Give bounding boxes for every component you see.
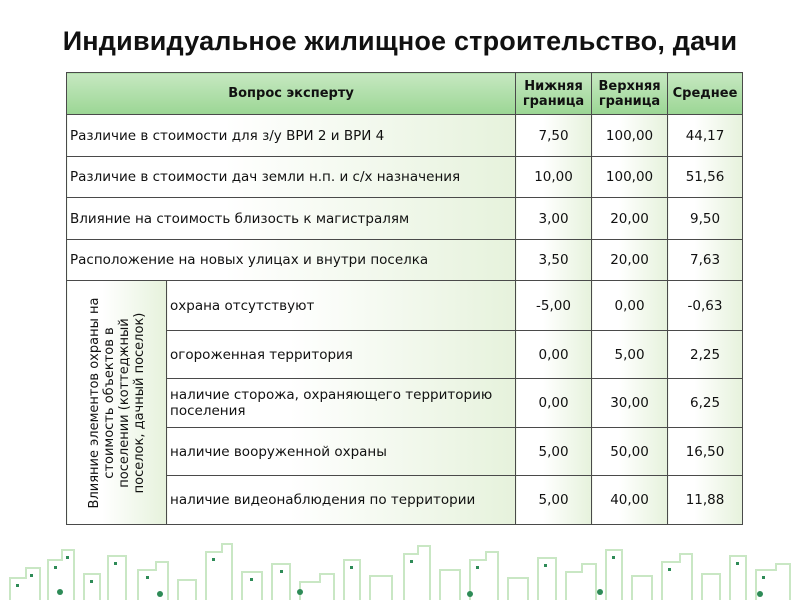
- table-row: [67, 115, 743, 157]
- row-question: наличие вооруженной охраны: [167, 428, 516, 476]
- row-avg: 9,50: [668, 198, 743, 240]
- row-question: наличие сторожа, охраняющего территорию поселения: [167, 379, 516, 428]
- table-row: [67, 476, 743, 525]
- row-avg: 6,25: [668, 379, 743, 428]
- row-avg: 16,50: [668, 428, 743, 476]
- row-lower: -5,00: [516, 281, 592, 331]
- table-row: [67, 379, 743, 428]
- table-row: [67, 198, 743, 240]
- header-avg: Среднее: [668, 73, 743, 115]
- expert-table: [66, 72, 743, 525]
- row-question: огороженная территория: [167, 331, 516, 379]
- row-lower: 0,00: [516, 331, 592, 379]
- row-upper: 5,00: [592, 331, 668, 379]
- row-lower: 5,00: [516, 476, 592, 525]
- row-avg: 44,17: [668, 115, 743, 157]
- row-question: наличие видеонаблюдения по территории: [167, 476, 516, 525]
- row-question: Влияние на стоимость близость к магистралям: [67, 198, 516, 240]
- table-row: [67, 157, 743, 198]
- table-row: [67, 428, 743, 476]
- row-avg: 7,63: [668, 240, 743, 281]
- table-row: [67, 240, 743, 281]
- row-avg: 11,88: [668, 476, 743, 525]
- row-lower: 3,00: [516, 198, 592, 240]
- row-lower: 10,00: [516, 157, 592, 198]
- row-upper: 50,00: [592, 428, 668, 476]
- row-lower: 7,50: [516, 115, 592, 157]
- row-upper: 20,00: [592, 198, 668, 240]
- table-header-row: [67, 73, 743, 115]
- row-question: Различие в стоимости дач земли н.п. и с/х назначения: [67, 157, 516, 198]
- row-avg: 51,56: [668, 157, 743, 198]
- row-upper: 100,00: [592, 157, 668, 198]
- city-skyline-decoration: [0, 530, 800, 600]
- row-lower: 0,00: [516, 379, 592, 428]
- row-upper: 30,00: [592, 379, 668, 428]
- table-row: [67, 331, 743, 379]
- row-upper: 0,00: [592, 281, 668, 331]
- page-title: Индивидуальное жилищное строительство, дачи: [62, 26, 738, 56]
- row-question: охрана отсутствуют: [167, 281, 516, 331]
- header-upper: Верхняя граница: [592, 73, 668, 115]
- header-question: Вопрос эксперту: [67, 73, 516, 115]
- group-label: Влияние элементов охраны на стоимость объектов в поселении (коттеджный поселок, дачный поселок): [86, 297, 147, 508]
- row-avg: 2,25: [668, 331, 743, 379]
- row-upper: 100,00: [592, 115, 668, 157]
- group-label-cell: [67, 281, 167, 525]
- header-lower: Нижняя граница: [516, 73, 592, 115]
- row-question: Различие в стоимости для з/у ВРИ 2 и ВРИ 4: [67, 115, 516, 157]
- row-upper: 20,00: [592, 240, 668, 281]
- row-avg: -0,63: [668, 281, 743, 331]
- row-upper: 40,00: [592, 476, 668, 525]
- row-lower: 3,50: [516, 240, 592, 281]
- row-question: Расположение на новых улицах и внутри поселка: [67, 240, 516, 281]
- row-lower: 5,00: [516, 428, 592, 476]
- table-row: [67, 281, 743, 331]
